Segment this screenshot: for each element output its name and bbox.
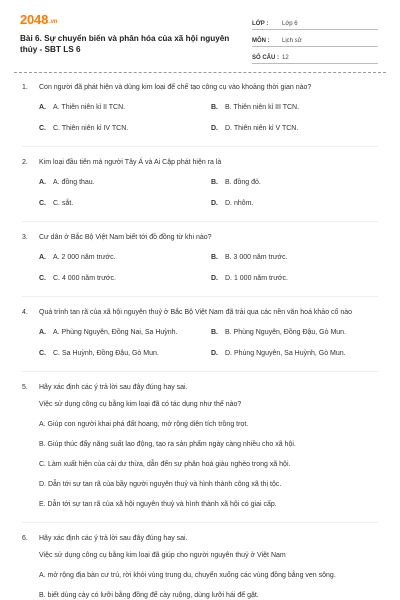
question-text: Con người đã phát hiện và dùng kim loại để chế tạo công cụ vào khoảng thời gian nào? [39, 84, 312, 91]
option-text: C. 4 000 năm trước. [53, 275, 116, 282]
question-separator [22, 522, 378, 523]
option-d[interactable] [211, 198, 383, 209]
option-a[interactable] [39, 177, 211, 188]
meta-value: Lịch sử [282, 38, 302, 44]
question-text: Quá trình tan rã của xã hội nguyên thuỷ ở Bắc Bộ Việt Nam đã trải qua các nền văn hoá khảo cổ nào [39, 309, 353, 316]
option-c[interactable] [39, 123, 211, 134]
option-text: A. Thiên niên kỉ II TCN. [53, 104, 126, 111]
option-letter: A. [39, 179, 46, 186]
option-text: D. Phùng Nguyên, Sa Huỳnh, Gò Mun. [225, 350, 346, 357]
option-text: D. 1 000 năm trước. [225, 275, 288, 282]
question-text: Cư dân ở Bắc Bộ Việt Nam biết tới đồ đồng từ khi nào? [39, 234, 212, 241]
meta-table [252, 13, 378, 64]
logo-suffix: .vn [49, 19, 58, 25]
option-b[interactable] [211, 327, 383, 338]
options-grid [39, 177, 378, 209]
question-subtext: Việc sử dụng công cụ bằng kim loại đã giúp cho người nguyên thuỷ ở Việt Nam [39, 552, 286, 559]
option-c[interactable] [39, 348, 211, 359]
option-letter: B. [211, 104, 218, 111]
option-d[interactable] [211, 348, 383, 359]
option-text: B. Phùng Nguyên, Đồng Đậu, Gò Mun. [225, 329, 347, 336]
option-text: C. sắt. [53, 200, 74, 207]
option-text: B. Thiên niên kỉ III TCN. [225, 104, 300, 111]
question-separator [22, 146, 378, 147]
question-subtext: Việc sử dụng công cụ bằng kim loại đã có tác dụng như thế nào? [39, 401, 242, 408]
question-number: 4. [22, 309, 28, 316]
question-number: 1. [22, 84, 28, 91]
statement-a[interactable]: A. mở rộng địa bàn cư trú, rời khỏi vùng trung du, chuyển xuống các vùng đồng bằng ven sông. [39, 572, 336, 579]
header-divider [14, 72, 386, 73]
statement-c[interactable]: C. Làm xuất hiện của cải dư thừa, dẫn đến sự phân hoá giàu nghèo trong xã hội. [39, 461, 291, 468]
option-letter: C. [39, 275, 46, 282]
meta-label: SỐ CÂU : [252, 55, 279, 61]
question-separator [22, 221, 378, 222]
option-letter: A. [39, 329, 46, 336]
option-letter: A. [39, 254, 46, 261]
question-3 [0, 232, 400, 284]
meta-value: 12 [282, 55, 289, 61]
option-text: D. nhôm. [225, 200, 254, 207]
question-number: 2. [22, 159, 28, 166]
option-a[interactable] [39, 102, 211, 113]
question-text: Hãy xác định các ý trả lời sau đây đúng hay sai. [39, 384, 188, 391]
option-c[interactable] [39, 198, 211, 209]
statement-b[interactable]: B. Giúp thúc đẩy năng suất lao động, tạo ra sản phẩm ngày càng nhiều cho xã hội. [39, 441, 296, 448]
option-text: D. Thiên niên kỉ V TCN. [225, 125, 299, 132]
meta-label: MÔN : [252, 38, 270, 44]
option-letter: D. [211, 125, 218, 132]
option-text: A. 2 000 năm trước. [53, 254, 116, 261]
question-6 [0, 533, 400, 600]
option-a[interactable] [39, 252, 211, 263]
question-text: Hãy xác định các ý trả lời sau đây đúng hay sai. [39, 535, 188, 542]
option-c[interactable] [39, 273, 211, 284]
option-letter: B. [211, 254, 218, 261]
question-4 [0, 307, 400, 359]
meta-row-count [252, 47, 378, 64]
statement-d[interactable]: D. Dẫn tới sự tan rã của bầy người nguyên thuỷ và hình thành công xã thị tộc. [39, 481, 282, 488]
statement-b[interactable]: B. biết dùng cày có lưỡi bằng đồng để cày ruộng, dùng lưỡi hái để gặt. [39, 592, 259, 599]
logo-text: 2048 [20, 12, 49, 27]
question-number: 6. [22, 535, 28, 542]
option-letter: B. [211, 179, 218, 186]
worksheet-header [0, 0, 400, 70]
statement-a[interactable]: A. Giúp con người khai phá đất hoang, mở rộng diện tích trồng trọt. [39, 421, 249, 428]
meta-label: LỚP : [252, 21, 269, 27]
option-text: A. đồng thau. [53, 179, 95, 186]
question-2 [0, 157, 400, 209]
option-d[interactable] [211, 273, 383, 284]
options-grid [39, 252, 378, 284]
option-letter: D. [211, 275, 218, 282]
question-separator [22, 296, 378, 297]
meta-row-class [252, 13, 378, 30]
meta-row-subject [252, 30, 378, 47]
option-letter: C. [39, 125, 46, 132]
option-letter: C. [39, 350, 46, 357]
question-separator [22, 371, 378, 372]
option-letter: B. [211, 329, 218, 336]
option-b[interactable] [211, 177, 383, 188]
option-text: C. Sa Huỳnh, Đồng Đậu, Gò Mun. [53, 350, 159, 357]
question-text: Kim loại đầu tiên mà người Tây Á và Ai Cập phát hiện ra là [39, 159, 222, 166]
document-title: Bài 6. Sự chuyển biến và phân hóa của xã hội nguyên thủy - SBT LS 6 [20, 34, 230, 54]
option-letter: D. [211, 200, 218, 207]
statement-e[interactable]: E. Dẫn tới sự tan rã của xã hội nguyên thuỷ và hình thành xã hội có giai cấp. [39, 501, 277, 508]
meta-value: Lớp 6 [282, 21, 298, 27]
question-number: 3. [22, 234, 28, 241]
option-b[interactable] [211, 102, 383, 113]
site-logo[interactable] [20, 12, 57, 27]
option-a[interactable] [39, 327, 211, 338]
question-1 [0, 82, 400, 134]
option-letter: D. [211, 350, 218, 357]
question-number: 5. [22, 384, 28, 391]
options-grid [39, 102, 378, 134]
option-letter: A. [39, 104, 46, 111]
option-b[interactable] [211, 252, 383, 263]
questions-list [0, 78, 400, 600]
option-text: C. Thiên niên kỉ IV TCN. [53, 125, 129, 132]
option-d[interactable] [211, 123, 383, 134]
question-5 [0, 382, 400, 510]
options-grid [39, 327, 378, 359]
option-text: A. Phùng Nguyên, Đồng Nai, Sa Huỳnh. [53, 329, 178, 336]
option-letter: C. [39, 200, 46, 207]
option-text: B. 3 000 năm trước. [225, 254, 288, 261]
option-text: B. đồng đỏ. [225, 179, 261, 186]
